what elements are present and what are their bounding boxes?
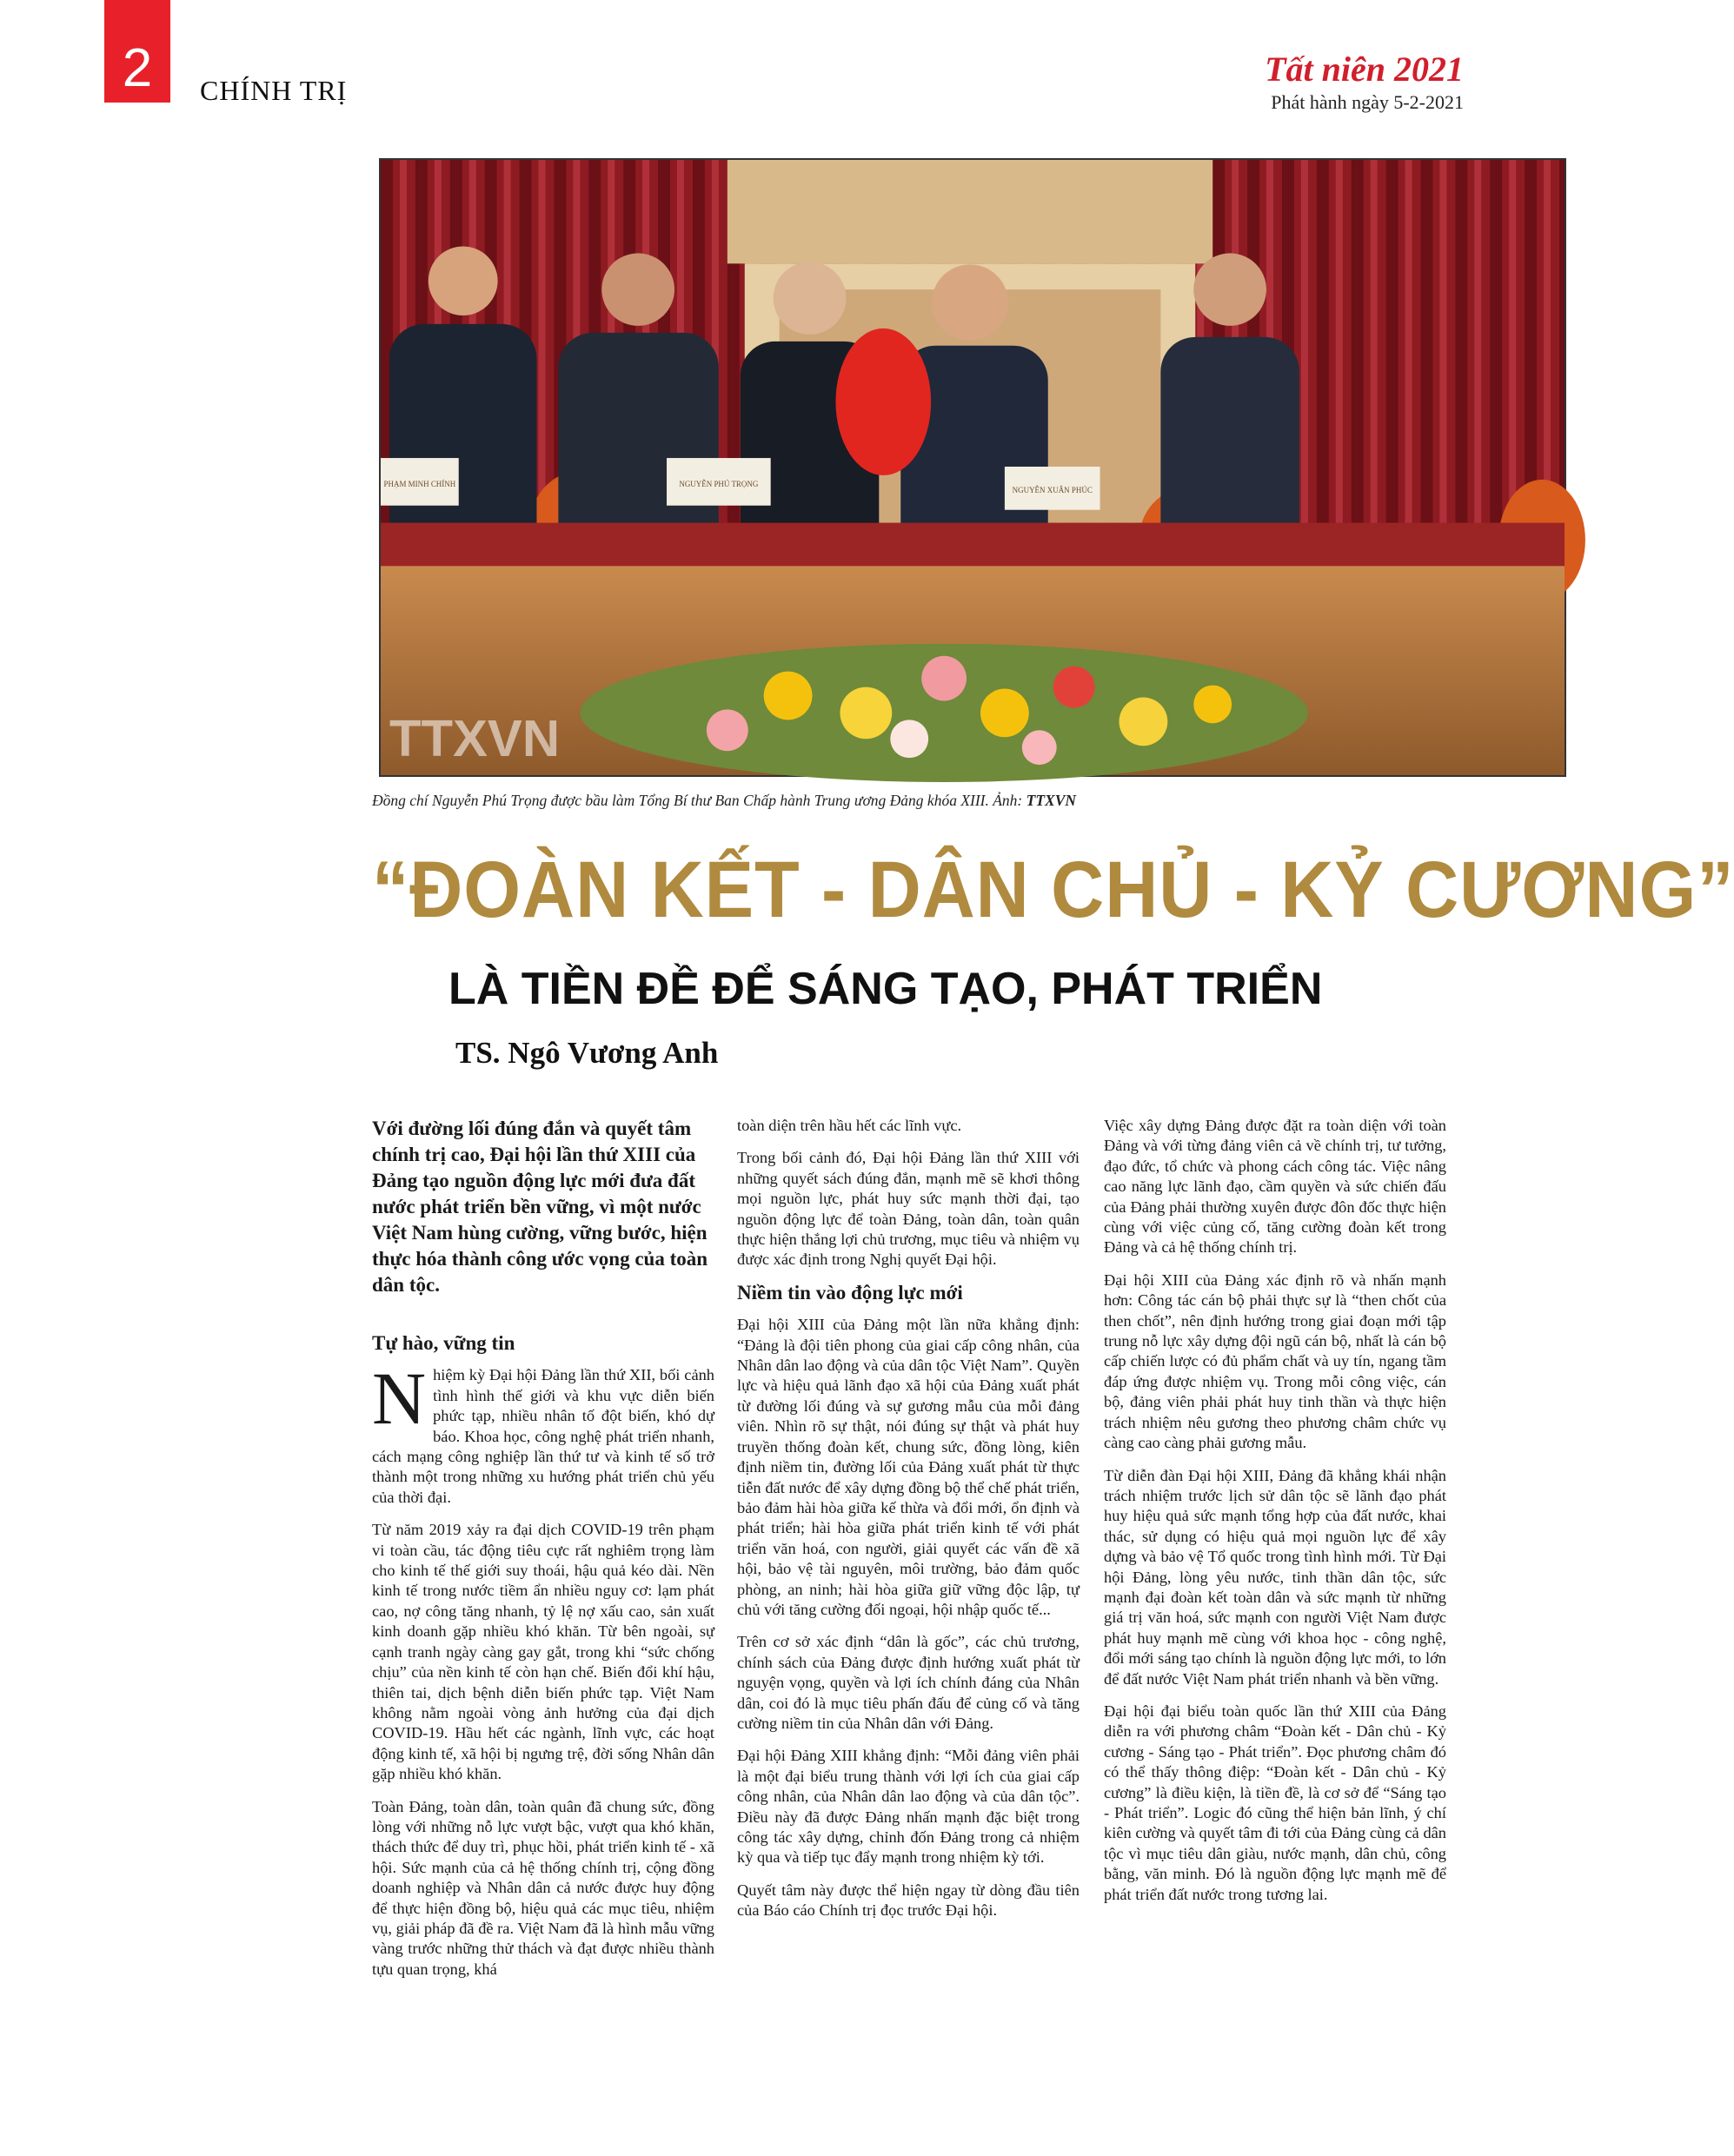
subheading-niem-tin: Niềm tin vào động lực mới [737,1281,963,1304]
flower-arrangement [580,644,1308,782]
caption-source: TTXVN [1026,792,1077,809]
article-lead: Với đường lối đúng đắn và quyết tâm chính trị cao, Đại hội lần thứ XIII của Đảng tạo nguồn động lực mới đưa đất nước phát triển bền vững, vì một nước Việt Nam hùng cường, vững bước, hiện thực hóa thành công ước vọng của toàn dân tộc. [372,1118,708,1296]
paragraph: Đại hội XIII của Đảng một lần nữa khẳng định: “Đảng là đội tiên phong của giai cấp công nhân, của Nhân dân lao động và của dân tộc Việt Nam”. Quyền lực và hiệu quả lãnh đạo xã hội của Đảng xuất phát từ đường lối đúng và sự gương mẫu của mỗi đảng viên. Nhìn rõ sự thật, nói đúng sự thật và phát huy truyền thống đoàn kết, chung sức, đồng lòng, kiên định niềm tin, đường lối của Đảng xuất phát từ thực tiễn đất nước để xây dựng đồng bộ thể chế phát triển, bảo đảm hài hòa giữa kế thừa và đổi mới, ổn định và phát triển; hài hòa giữa phát triển kinh tế với phát triển văn hoá, con người, giải quyết các vấn đề xã hội, bảo vệ tài nguyên, môi trường, bảo đảm quốc phòng, an ninh; hài hòa giữa giữ vững độc lập, tự chủ với tăng cường đối ngoại, hội nhập quốc tế... [737,1316,1080,1618]
nameplate: NGUYỄN XUÂN PHÚC [1012,485,1093,494]
paragraph: Toàn Đảng, toàn dân, toàn quân đã chung sức, đồng lòng với những nỗ lực vượt bậc, vượt qua khó khăn, thách thức để duy trì, phục hồi, phát triển kinh tế - xã hội. Sức mạnh của cả hệ thống chính trị, cộng đồng doanh nghiệp và Nhân dân cả nước được huy động để thực hiện đồng bộ, hiệu quả các mục tiêu, nhiệm vụ, giải pháp đã đề ra. Việt Nam đã là hình mẫu vững vàng trước những thử thách và đạt được nhiều thành tựu quan trọng, khá [372,1797,714,1978]
photo-watermark: TTXVN [389,709,561,768]
paragraph: Từ diễn đàn Đại hội XIII, Đảng đã khẳng khái nhận trách nhiệm trước lịch sử dân tộc sẽ lãnh đạo phát huy hiệu quả sức mạnh tổng hợp của đất nước, khai thác, sử dụng có hiệu quả mọi nguồn lực để xây dựng và bảo vệ Tổ quốc trong tình hình mới. Từ Đại hội Đảng, lòng yêu nước, tinh thần dân tộc, sức mạnh đại đoàn kết toàn dân và sức mạnh từ những giá trị văn hoá, sức mạnh con người Việt Nam được phát huy mạnh mẽ cùng với khoa học - công nghệ, đổi mới sáng tạo chính là nguồn động lực mới, to lớn để đất nước Việt Nam phát triển nhanh và bền vững. [1104,1466,1446,1688]
paragraph: Đại hội XIII của Đảng xác định rõ và nhấn mạnh hơn: Công tác cán bộ phải thực sự là “then chốt của then chốt”, nên định hướng trong giai đoạn mới tập trung nỗ lực xây dựng đội ngũ cán bộ, nhất là cán bộ cấp chiến lược có đủ phẩm chất và uy tín, ngang tầm đáp ứng được nhiệm vụ. Trong mỗi công việc, cán bộ, đảng viên phải phát huy tinh thần và thực hiện trách nhiệm nêu gương theo phương châm chức vụ càng cao càng phải gương mẫu. [1104,1270,1446,1452]
issue-date: Phát hành ngày 5-2-2021 [1271,91,1464,113]
column-1 [372,1116,714,1992]
article-subtitle: LÀ TIỀN ĐỀ ĐỂ SÁNG TẠO, PHÁT TRIỂN [448,964,1323,1014]
paragraph: Quyết tâm này được thể hiện ngay từ dòng đầu tiên của Báo cáo Chính trị đọc trước Đại hội. [737,1881,1080,1920]
nameplate: NGUYỄN PHÚ TRỌNG [679,479,759,488]
caption-text: Đồng chí Nguyễn Phú Trọng được bầu làm Tổng Bí thư Ban Chấp hành Trung ương Đảng khóa XIII. Ảnh: [372,792,1026,809]
paragraph: toàn diện trên hầu hết các lĩnh vực. [737,1117,962,1134]
paragraph: Trong bối cảnh đó, Đại hội Đảng lần thứ XIII với những quyết sách đúng đắn, mạnh mẽ sẽ khơi thông mọi nguồn lực, phát huy sức mạnh thời đại, tạo nguồn động lực để toàn Đảng, toàn dân, toàn quân thực hiện thắng lợi chủ trương, mục tiêu và nhiệm vụ được xác định trong Nghị quyết Đại hội. [737,1149,1080,1269]
subheading-tu-hao: Tự hào, vững tin [372,1332,515,1354]
paragraph: Đại hội Đảng XIII khẳng định: “Mỗi đảng viên phải là một đại biểu trung thành với lợi ích của giai cấp công nhân, của Nhân dân lao động và của dân tộc”. Điều này đã được Đảng nhấn mạnh đặc biệt trong công tác xây dựng, chỉnh đốn Đảng trong cả nhiệm kỳ qua và tiếp tục đẩy mạnh trong nhiệm kỳ tới. [737,1747,1080,1867]
article-author: TS. Ngô Vương Anh [455,1036,719,1070]
paragraph: Từ năm 2019 xảy ra đại dịch COVID-19 trên phạm vi toàn cầu, tác động tiêu cực rất nghiêm trọng làm cho kinh tế thế giới suy thoái, hậu quả kéo dài. Nền kinh tế trong nước tiềm ẩn nhiều nguy cơ: lạm phát cao, nợ công tăng nhanh, tỷ lệ nợ xấu cao, sản xuất kinh doanh gặp nhiều khó khăn. Từ bên ngoài, sự cạnh tranh ngày càng gay gắt, trong khi “sức chống chịu” của nền kinh tế còn hạn chế. Biến đổi khí hậu, thiên tai, dịch bệnh diễn biến phức tạp. Việt Nam không nằm ngoài vòng ảnh hưởng của đại dịch COVID-19. Hầu hết các ngành, lĩnh vực, các hoạt động kinh tế, xã hội bị ngưng trệ, đời sống Nhân dân gặp nhiều khó khăn. [372,1521,714,1783]
column-3 [1104,1116,1446,1917]
section-title: CHÍNH TRỊ [200,75,348,106]
issue-info [1265,49,1464,114]
paragraph: Đại hội đại biểu toàn quốc lần thứ XIII của Đảng diễn ra với phương châm “Đoàn kết - Dân chủ - Kỷ cương - Sáng tạo - Phát triển”. Đọc phương châm đó có thể thấy thông điệp: “Đoàn kết - Dân chủ - Kỷ cương” là điều kiện, là tiền đề, là cơ sở để “Sáng tạo - Phát triển”. Logic đó cũng thể hiện bản lĩnh, ý chí kiên cường và quyết tâm đi tới của Đảng cùng cả dân tộc vì mục tiêu dân giàu, nước mạnh, dân chủ, công bằng, văn minh. Đó là nguồn động lực mạnh mẽ để phát triển đất nước trong tương lai. [1104,1702,1446,1903]
paragraph: Việc xây dựng Đảng được đặt ra toàn diện với toàn Đảng và với từng đảng viên cả về chính trị, tư tưởng, đạo đức, tổ chức và phong cách công tác. Việc nâng cao năng lực lãnh đạo, cầm quyền và sức chiến đấu của Đảng phải thường xuyên được đôn đốc thực hiện cùng với việc củng cố, tăng cường đoàn kết trong Đảng và cả hệ thống chính trị. [1104,1117,1446,1257]
photo-caption [372,792,1076,810]
issue-title: Tất niên 2021 [1265,50,1464,89]
nameplate: PHẠM MINH CHÍNH [383,479,456,488]
paragraph: Nhiệm kỳ Đại hội Đảng lần thứ XII, bối cảnh tình hình thế giới và khu vực diễn biến phức tạp, nhiều nhân tố đột biến, khó dự báo. Khoa học, công nghệ phát triển nhanh, cách mạng công nghiệp lần thứ tư và kinh tế số trở thành một trong những xu hướng phát triển chủ yếu của thời đại. [372,1357,714,1506]
congress-photo [379,158,1566,777]
column-2 [737,1116,1080,1934]
page-number: 2 [104,0,170,103]
photo-illustration [381,160,1565,775]
paragraph: Trên cơ sở xác định “dân là gốc”, các chủ trương, chính sách của Đảng được định hướng xuất phát từ nguyện vọng, quyền và lợi ích chính đáng của Nhân dân, coi đó là mục tiêu phấn đấu để củng cố và tăng cường niềm tin của Nhân dân với Đảng. [737,1633,1080,1732]
article-title: “ĐOÀN KẾT - DÂN CHỦ - KỶ CƯƠNG” [372,846,1734,934]
drop-cap: N [372,1357,427,1441]
